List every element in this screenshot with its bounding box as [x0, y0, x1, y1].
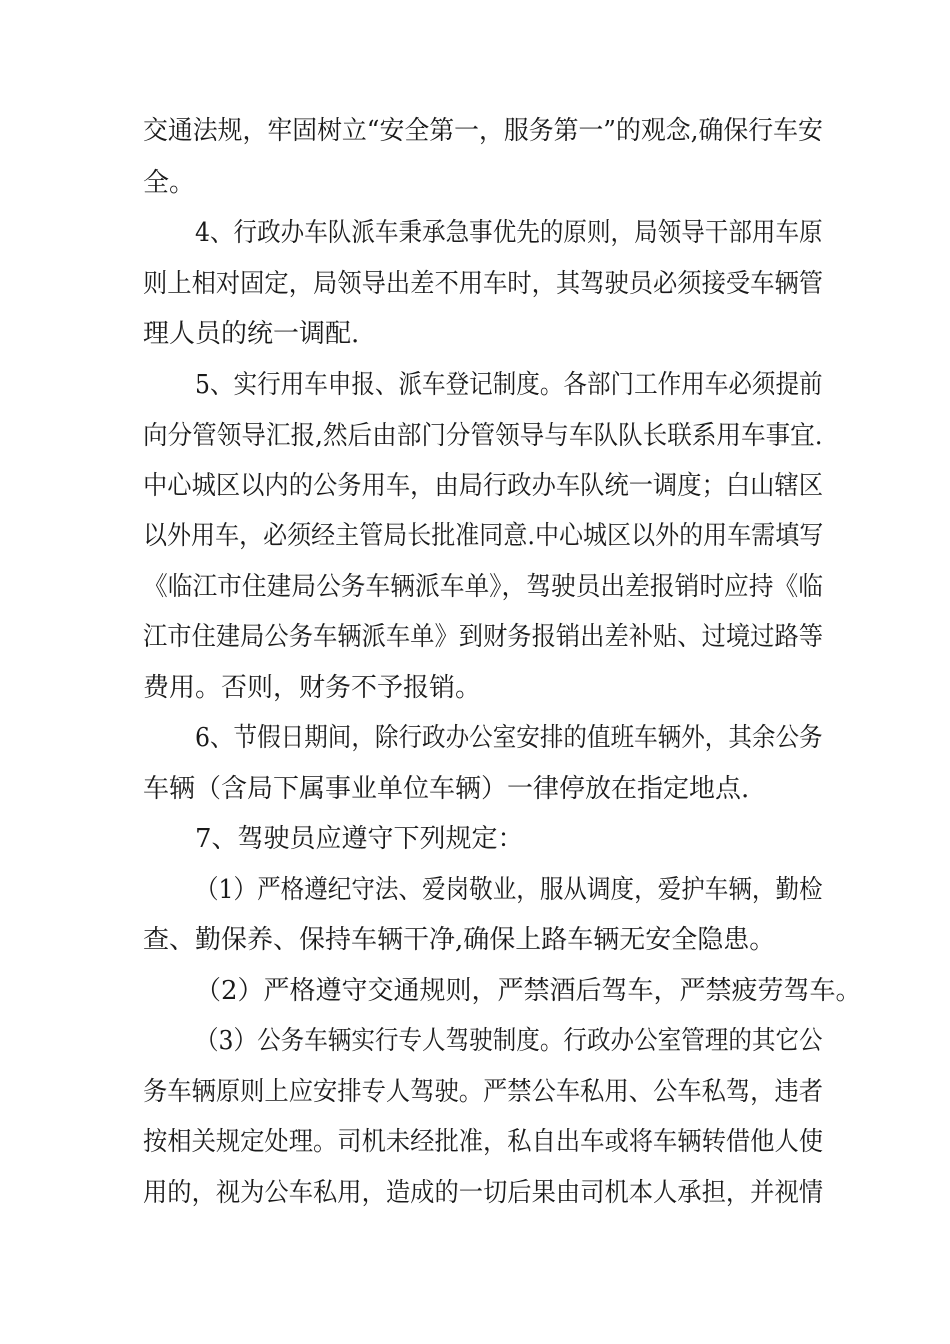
text-line [0, 866, 950, 914]
text-line [0, 916, 950, 964]
line-text: 以外用车，必须经主管局长批准同意.中心城区以外的用车需填写 [143, 521, 824, 551]
line-text: 务车辆原则上应安排专人驾驶。严禁公车私用、公车私驾，违者 [143, 1077, 824, 1107]
line-text: 江市住建局公务车辆派车单》到财务报销出差补贴、过境过路等 [143, 622, 824, 652]
text-line [0, 765, 950, 813]
line-text: 费用。否则，财务不予报销。 [143, 673, 482, 703]
text-line [0, 1118, 950, 1166]
text-line [0, 310, 950, 358]
text-line [0, 714, 950, 762]
line-text: 4、行政办车队派车秉承急事优先的原则，局领导干部用车原 [195, 218, 823, 248]
line-text: 理人员的统一调配. [143, 319, 360, 349]
text-line [0, 462, 950, 510]
text-line [0, 613, 950, 661]
text-line [0, 1169, 950, 1217]
line-text: 交通法规，牢固树立“安全第一，服务第一”的观念,确保行车安 [143, 116, 823, 146]
text-line [0, 512, 950, 560]
text-line [0, 159, 950, 207]
line-text: 按相关规定处理。司机未经批准，私自出车或将车辆转借他人使 [143, 1127, 824, 1157]
text-line [0, 1017, 950, 1065]
line-text: （3）公务车辆实行专人驾驶制度。行政办公室管理的其它公 [195, 1026, 823, 1056]
line-text: 则上相对固定，局领导出差不用车时，其驾驶员必须接受车辆管 [143, 269, 824, 299]
text-line [0, 664, 950, 712]
line-text: 查、勤保养、保持车辆干净,确保上路车辆无安全隐患。 [143, 925, 776, 955]
line-text: 《临江市住建局公务车辆派车单》，驾驶员出差报销时应持《临 [143, 572, 823, 602]
text-line [0, 563, 950, 611]
line-text: 6、节假日期间，除行政办公室安排的值班车辆外，其余公务 [195, 723, 823, 753]
line-text: 用的，视为公车私用，造成的一切后果由司机本人承担，并视情 [143, 1178, 824, 1208]
line-text: （2）严格遵守交通规则，严禁酒后驾车，严禁疲劳驾车。 [195, 976, 862, 1006]
line-text: 5、实行用车申报、派车登记制度。各部门工作用车必须提前 [195, 370, 823, 400]
text-line [0, 209, 950, 257]
text-line [0, 1068, 950, 1116]
text-line [0, 412, 950, 460]
text-line [0, 967, 950, 1015]
line-text: 7、驾驶员应遵守下列规定： [195, 824, 524, 854]
line-text: 中心城区以内的公务用车，由局行政办车队统一调度；白山辖区 [143, 471, 824, 501]
text-line [0, 361, 950, 409]
line-text: 全。 [143, 168, 196, 198]
text-line [0, 260, 950, 308]
text-line [0, 107, 950, 155]
line-text: 车辆（含局下属事业单位车辆）一律停放在指定地点. [143, 774, 750, 804]
line-text: （1）严格遵纪守法、爱岗敬业，服从调度，爱护车辆，勤检 [195, 875, 823, 905]
text-line [0, 815, 950, 863]
line-text: 向分管领导汇报,然后由部门分管领导与车队队长联系用车事宜. [143, 421, 823, 451]
